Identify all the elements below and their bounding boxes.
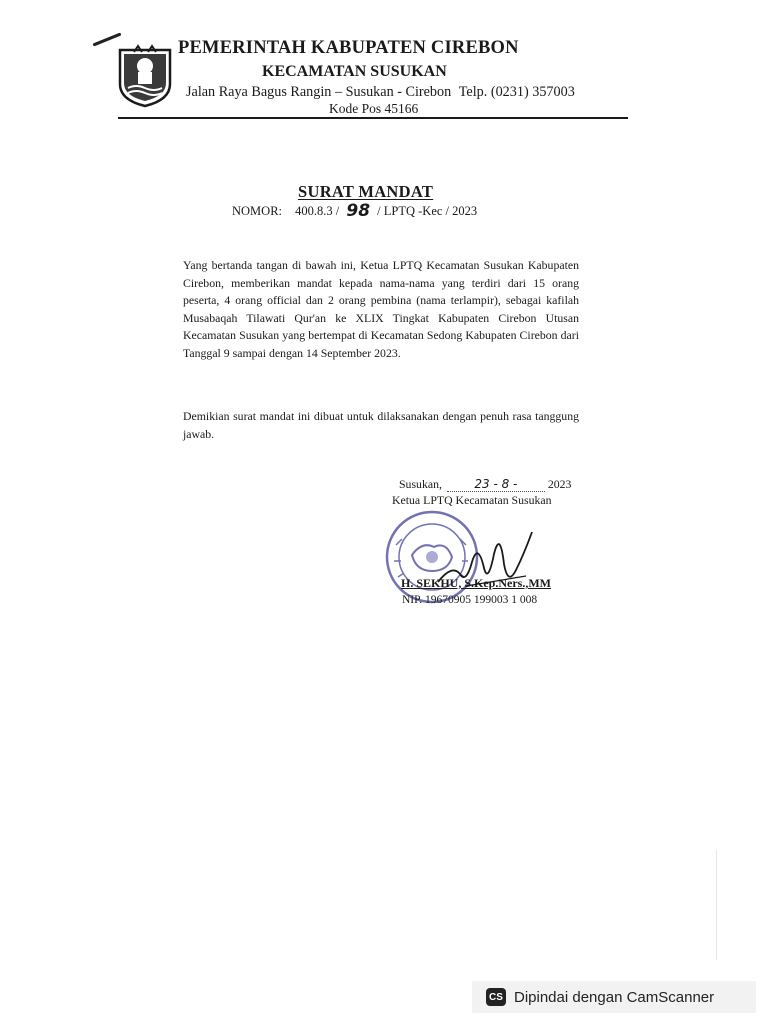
subdivision-name: KECAMATAN SUSUKAN <box>262 63 447 80</box>
signature-date-handwritten: 23 - 8 - <box>447 477 545 492</box>
number-handwritten: 98 <box>346 201 371 221</box>
document-number <box>232 200 477 220</box>
number-label: NOMOR: <box>232 204 283 218</box>
camscanner-logo-icon: CS <box>486 988 506 1006</box>
signatory-role: Ketua LPTQ Kecamatan Susukan <box>392 493 552 507</box>
camscanner-watermark <box>472 981 756 1013</box>
number-suffix: / LPTQ -Kec / 2023 <box>377 204 478 218</box>
body-paragraph-mandate: Yang bertanda tangan di bawah ini, Ketua LPTQ Kecamatan Susukan Kabupaten Cirebon, memberikan mandat kepada nama-nama yang terdiri dari 15 orang peserta, 4 orang official dan 2 orang pembina (nama terlampir), sebagai kafilah Musabaqah Tilawati Qur'an ke XLIX Tingkat Kabupaten Cirebon Utusan Kecamatan Susukan yang bertempat di Kecamatan Sedong Kabupaten Cirebon dari Tanggal 9 sampai dengan 14 September 2023. <box>183 258 579 360</box>
signatory-nip: NIP. 19670905 199003 1 008 <box>402 594 538 606</box>
postal-code: Kode Pos 45166 <box>329 101 419 116</box>
scan-edge-line <box>716 850 717 960</box>
signatory-name: H. SEKHU, S.Kep.Ners.,MM <box>401 576 551 590</box>
letterhead-rule <box>118 117 628 119</box>
signature-place: Susukan, <box>399 477 442 491</box>
camscanner-text: Dipindai dengan CamScanner <box>514 988 715 1006</box>
address-text: Jalan Raya Bagus Rangin – Susukan - Cirebon <box>186 84 452 100</box>
document-title: SURAT MANDAT <box>298 182 434 201</box>
regency-emblem-icon <box>114 44 176 108</box>
body-paragraph-closing: Demikian surat mandat ini dibuat untuk dilaksanakan dengan penuh rasa tanggung jawab. <box>183 409 579 441</box>
letterhead-address <box>186 84 575 101</box>
telephone-text: Telp. (0231) 357003 <box>458 84 575 100</box>
signature-date-line <box>399 477 571 492</box>
number-prefix: 400.8.3 / <box>295 204 340 218</box>
institution-name: PEMERINTAH KABUPATEN CIREBON <box>178 38 519 58</box>
signature-year: 2023 <box>547 477 572 491</box>
